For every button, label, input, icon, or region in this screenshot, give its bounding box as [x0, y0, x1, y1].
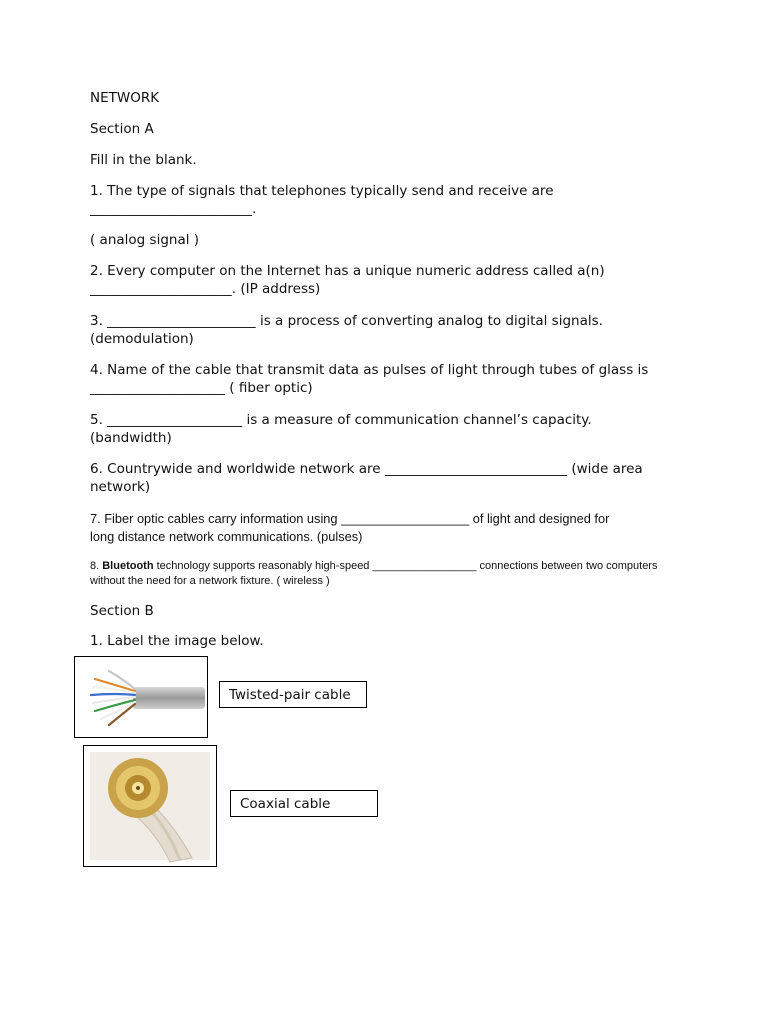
twisted-pair-label-box: Twisted-pair cable: [219, 681, 367, 708]
twisted-pair-cable-image: [74, 656, 208, 738]
question-7-line-2: long distance network communications. (pulses): [90, 529, 363, 544]
question-8-prefix: 8.: [90, 560, 103, 572]
question-1-line-1: 1. The type of signals that telephones typically send and receive are: [90, 183, 554, 199]
question-7-line-1: 7. Fiber optic cables carry information using __________________ of light and designed for: [90, 511, 610, 526]
section-b-instruction: 1. Label the image below.: [90, 633, 264, 649]
question-6-line-2: network): [90, 479, 151, 495]
question-1-answer: ( analog signal ): [90, 232, 200, 248]
section-b-heading: Section B: [90, 603, 154, 619]
section-a-instruction: Fill in the blank.: [90, 152, 197, 168]
coaxial-label-box: Coaxial cable: [230, 790, 378, 817]
section-a-heading: Section A: [90, 121, 154, 137]
question-5-line-2: (bandwidth): [90, 430, 172, 446]
question-6-line-1: 6. Countrywide and worldwide network are ___________________________ (wide area: [90, 461, 643, 477]
question-8-line-2: without the need for a network fixture. ( wireless ): [90, 575, 330, 587]
coaxial-cable-image: [83, 745, 217, 867]
question-8-text: technology supports reasonably high-speed _________________ connections between two computers: [153, 560, 658, 572]
twisted-pair-cable-icon: [75, 657, 207, 737]
question-3-line-1: 3. ______________________ is a process of converting analog to digital signals.: [90, 313, 603, 329]
question-1-blank: ________________________.: [90, 201, 257, 217]
worksheet-title: NETWORK: [90, 90, 160, 106]
question-4-line-1: 4. Name of the cable that transmit data as pulses of light through tubes of glass is: [90, 362, 649, 378]
question-3-line-2: (demodulation): [90, 331, 194, 347]
question-8-bold-term: Bluetooth: [102, 560, 154, 572]
question-4-line-2: ____________________ ( fiber optic): [90, 380, 313, 396]
question-2-line-2: _____________________. (IP address): [90, 281, 321, 297]
question-8-line-1: [90, 559, 657, 574]
question-5-line-1: 5. ____________________ is a measure of communication channel’s capacity.: [90, 412, 592, 428]
question-2-line-1: 2. Every computer on the Internet has a unique numeric address called a(n): [90, 263, 605, 279]
coaxial-cable-icon: [84, 746, 216, 866]
